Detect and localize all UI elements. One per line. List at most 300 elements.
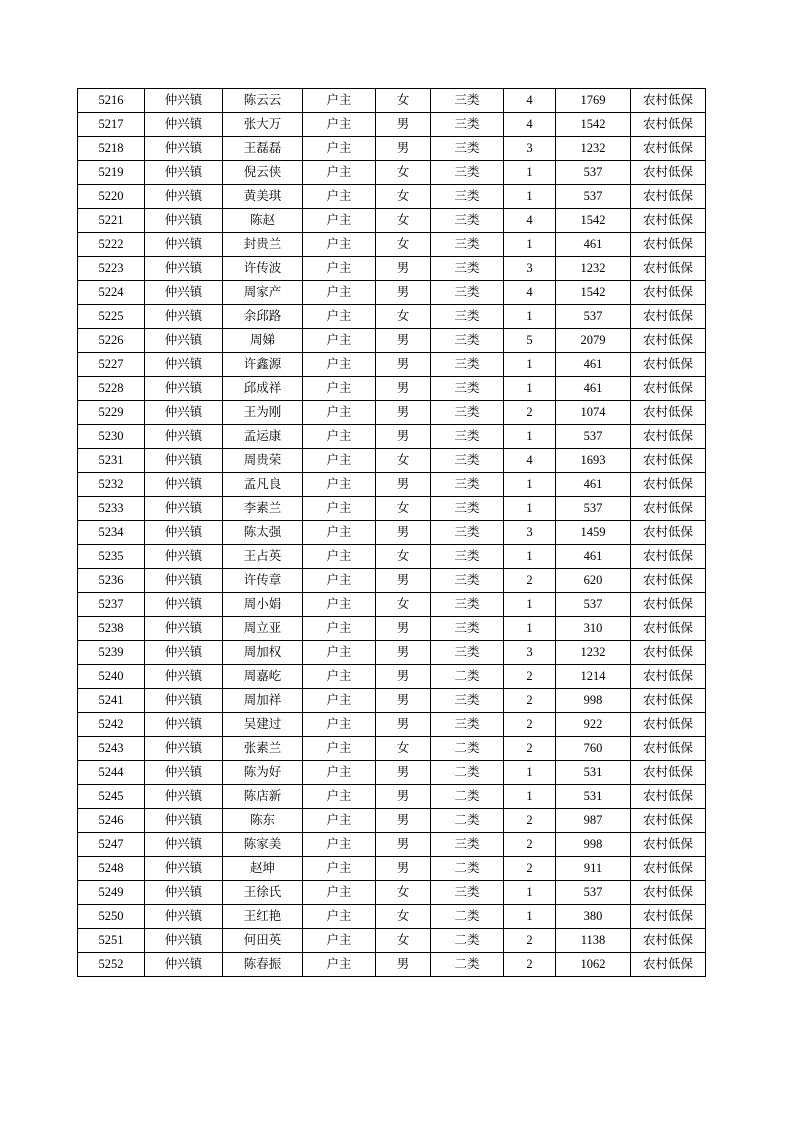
cell-id: 5224: [78, 281, 145, 305]
cell-id: 5241: [78, 689, 145, 713]
cell-id: 5235: [78, 545, 145, 569]
table-row: [78, 929, 706, 953]
cell-id: 5236: [78, 569, 145, 593]
table-row: [78, 449, 706, 473]
table-row: [78, 545, 706, 569]
cell-relation: 户主: [303, 641, 376, 665]
cell-relation: 户主: [303, 233, 376, 257]
cell-relation: 户主: [303, 545, 376, 569]
cell-gender: 女: [376, 497, 431, 521]
cell-relation: 户主: [303, 209, 376, 233]
cell-count: 4: [504, 449, 556, 473]
cell-category: 三类: [431, 161, 504, 185]
cell-gender: 男: [376, 377, 431, 401]
cell-id: 5223: [78, 257, 145, 281]
table-row: [78, 833, 706, 857]
cell-town: 仲兴镇: [145, 569, 223, 593]
cell-type: 农村低保: [631, 377, 706, 401]
cell-id: 5239: [78, 641, 145, 665]
cell-count: 3: [504, 521, 556, 545]
cell-category: 三类: [431, 881, 504, 905]
cell-amount: 461: [556, 233, 631, 257]
cell-type: 农村低保: [631, 521, 706, 545]
cell-amount: 1769: [556, 89, 631, 113]
table-row: [78, 641, 706, 665]
cell-category: 三类: [431, 497, 504, 521]
cell-amount: 1693: [556, 449, 631, 473]
cell-category: 三类: [431, 233, 504, 257]
cell-category: 二类: [431, 665, 504, 689]
cell-gender: 男: [376, 857, 431, 881]
cell-relation: 户主: [303, 953, 376, 977]
cell-id: 5250: [78, 905, 145, 929]
beneficiary-table-container: [77, 88, 705, 977]
cell-id: 5220: [78, 185, 145, 209]
cell-name: 周小娟: [223, 593, 303, 617]
cell-amount: 1138: [556, 929, 631, 953]
cell-town: 仲兴镇: [145, 641, 223, 665]
cell-id: 5219: [78, 161, 145, 185]
cell-category: 三类: [431, 689, 504, 713]
cell-relation: 户主: [303, 161, 376, 185]
cell-count: 1: [504, 593, 556, 617]
cell-relation: 户主: [303, 569, 376, 593]
cell-name: 陈家美: [223, 833, 303, 857]
cell-name: 王磊磊: [223, 137, 303, 161]
cell-type: 农村低保: [631, 689, 706, 713]
cell-amount: 1232: [556, 257, 631, 281]
cell-name: 王红艳: [223, 905, 303, 929]
cell-gender: 女: [376, 89, 431, 113]
cell-count: 1: [504, 233, 556, 257]
cell-amount: 537: [556, 881, 631, 905]
cell-amount: 1214: [556, 665, 631, 689]
cell-town: 仲兴镇: [145, 233, 223, 257]
cell-name: 倪云侠: [223, 161, 303, 185]
cell-type: 农村低保: [631, 233, 706, 257]
table-row: [78, 593, 706, 617]
cell-name: 孟运康: [223, 425, 303, 449]
cell-amount: 1074: [556, 401, 631, 425]
cell-category: 三类: [431, 329, 504, 353]
cell-count: 4: [504, 113, 556, 137]
cell-amount: 2079: [556, 329, 631, 353]
cell-id: 5230: [78, 425, 145, 449]
cell-id: 5217: [78, 113, 145, 137]
table-row: [78, 569, 706, 593]
cell-category: 二类: [431, 953, 504, 977]
table-body: [78, 89, 706, 977]
cell-count: 2: [504, 953, 556, 977]
cell-gender: 女: [376, 305, 431, 329]
cell-amount: 998: [556, 689, 631, 713]
cell-town: 仲兴镇: [145, 881, 223, 905]
cell-relation: 户主: [303, 857, 376, 881]
cell-name: 陈为好: [223, 761, 303, 785]
cell-type: 农村低保: [631, 473, 706, 497]
cell-amount: 537: [556, 161, 631, 185]
cell-relation: 户主: [303, 665, 376, 689]
cell-category: 三类: [431, 137, 504, 161]
cell-gender: 男: [376, 137, 431, 161]
cell-relation: 户主: [303, 353, 376, 377]
cell-category: 三类: [431, 473, 504, 497]
cell-town: 仲兴镇: [145, 161, 223, 185]
table-row: [78, 161, 706, 185]
cell-category: 二类: [431, 761, 504, 785]
cell-type: 农村低保: [631, 761, 706, 785]
cell-town: 仲兴镇: [145, 113, 223, 137]
cell-type: 农村低保: [631, 833, 706, 857]
cell-id: 5218: [78, 137, 145, 161]
cell-gender: 男: [376, 665, 431, 689]
cell-amount: 461: [556, 353, 631, 377]
cell-name: 何田英: [223, 929, 303, 953]
table-row: [78, 761, 706, 785]
cell-relation: 户主: [303, 593, 376, 617]
cell-id: 5245: [78, 785, 145, 809]
cell-amount: 531: [556, 785, 631, 809]
cell-type: 农村低保: [631, 281, 706, 305]
cell-count: 1: [504, 473, 556, 497]
table-row: [78, 905, 706, 929]
cell-amount: 461: [556, 473, 631, 497]
cell-town: 仲兴镇: [145, 713, 223, 737]
cell-gender: 男: [376, 953, 431, 977]
cell-type: 农村低保: [631, 953, 706, 977]
cell-type: 农村低保: [631, 929, 706, 953]
cell-town: 仲兴镇: [145, 449, 223, 473]
cell-amount: 620: [556, 569, 631, 593]
cell-name: 赵坤: [223, 857, 303, 881]
cell-category: 二类: [431, 737, 504, 761]
cell-gender: 男: [376, 113, 431, 137]
cell-relation: 户主: [303, 401, 376, 425]
cell-town: 仲兴镇: [145, 497, 223, 521]
cell-town: 仲兴镇: [145, 257, 223, 281]
cell-gender: 男: [376, 641, 431, 665]
cell-name: 周娣: [223, 329, 303, 353]
cell-id: 5234: [78, 521, 145, 545]
cell-category: 三类: [431, 713, 504, 737]
cell-amount: 998: [556, 833, 631, 857]
cell-town: 仲兴镇: [145, 377, 223, 401]
cell-gender: 男: [376, 401, 431, 425]
cell-amount: 1232: [556, 137, 631, 161]
cell-town: 仲兴镇: [145, 809, 223, 833]
cell-count: 1: [504, 545, 556, 569]
cell-category: 三类: [431, 449, 504, 473]
table-row: [78, 857, 706, 881]
cell-id: 5238: [78, 617, 145, 641]
cell-count: 3: [504, 137, 556, 161]
cell-type: 农村低保: [631, 257, 706, 281]
cell-name: 孟凡良: [223, 473, 303, 497]
table-row: [78, 473, 706, 497]
cell-count: 2: [504, 569, 556, 593]
cell-category: 三类: [431, 425, 504, 449]
cell-type: 农村低保: [631, 665, 706, 689]
cell-town: 仲兴镇: [145, 305, 223, 329]
cell-type: 农村低保: [631, 857, 706, 881]
table-row: [78, 521, 706, 545]
cell-name: 吴建过: [223, 713, 303, 737]
cell-amount: 310: [556, 617, 631, 641]
cell-amount: 461: [556, 377, 631, 401]
cell-amount: 537: [556, 497, 631, 521]
cell-town: 仲兴镇: [145, 89, 223, 113]
cell-count: 4: [504, 281, 556, 305]
cell-gender: 女: [376, 209, 431, 233]
cell-relation: 户主: [303, 185, 376, 209]
table-row: [78, 881, 706, 905]
cell-relation: 户主: [303, 473, 376, 497]
cell-relation: 户主: [303, 449, 376, 473]
cell-count: 1: [504, 497, 556, 521]
table-row: [78, 617, 706, 641]
cell-count: 1: [504, 425, 556, 449]
cell-count: 2: [504, 857, 556, 881]
cell-gender: 女: [376, 881, 431, 905]
cell-relation: 户主: [303, 329, 376, 353]
cell-count: 1: [504, 761, 556, 785]
cell-amount: 537: [556, 305, 631, 329]
cell-id: 5237: [78, 593, 145, 617]
cell-name: 周加祥: [223, 689, 303, 713]
cell-gender: 男: [376, 761, 431, 785]
table-row: [78, 89, 706, 113]
cell-relation: 户主: [303, 785, 376, 809]
cell-relation: 户主: [303, 737, 376, 761]
cell-type: 农村低保: [631, 497, 706, 521]
cell-type: 农村低保: [631, 401, 706, 425]
cell-town: 仲兴镇: [145, 209, 223, 233]
cell-relation: 户主: [303, 713, 376, 737]
cell-id: 5229: [78, 401, 145, 425]
cell-town: 仲兴镇: [145, 833, 223, 857]
cell-count: 1: [504, 353, 556, 377]
cell-count: 1: [504, 881, 556, 905]
cell-relation: 户主: [303, 497, 376, 521]
cell-amount: 922: [556, 713, 631, 737]
cell-amount: 537: [556, 185, 631, 209]
cell-type: 农村低保: [631, 353, 706, 377]
cell-type: 农村低保: [631, 641, 706, 665]
cell-amount: 760: [556, 737, 631, 761]
cell-category: 三类: [431, 305, 504, 329]
cell-count: 1: [504, 785, 556, 809]
cell-id: 5227: [78, 353, 145, 377]
table-row: [78, 785, 706, 809]
cell-town: 仲兴镇: [145, 593, 223, 617]
cell-count: 1: [504, 185, 556, 209]
cell-type: 农村低保: [631, 449, 706, 473]
cell-amount: 987: [556, 809, 631, 833]
cell-town: 仲兴镇: [145, 281, 223, 305]
cell-category: 三类: [431, 281, 504, 305]
cell-category: 二类: [431, 929, 504, 953]
cell-type: 农村低保: [631, 161, 706, 185]
cell-count: 3: [504, 257, 556, 281]
cell-count: 2: [504, 737, 556, 761]
cell-town: 仲兴镇: [145, 665, 223, 689]
table-row: [78, 809, 706, 833]
cell-count: 2: [504, 689, 556, 713]
table-row: [78, 377, 706, 401]
table-row: [78, 665, 706, 689]
cell-count: 1: [504, 905, 556, 929]
cell-count: 2: [504, 929, 556, 953]
cell-id: 5231: [78, 449, 145, 473]
cell-name: 封贵兰: [223, 233, 303, 257]
cell-name: 王为刚: [223, 401, 303, 425]
cell-amount: 537: [556, 593, 631, 617]
cell-category: 二类: [431, 785, 504, 809]
cell-count: 3: [504, 641, 556, 665]
cell-relation: 户主: [303, 881, 376, 905]
cell-town: 仲兴镇: [145, 353, 223, 377]
cell-type: 农村低保: [631, 209, 706, 233]
cell-id: 5249: [78, 881, 145, 905]
cell-type: 农村低保: [631, 881, 706, 905]
cell-town: 仲兴镇: [145, 425, 223, 449]
cell-name: 周加权: [223, 641, 303, 665]
cell-relation: 户主: [303, 929, 376, 953]
cell-category: 二类: [431, 809, 504, 833]
cell-type: 农村低保: [631, 113, 706, 137]
cell-town: 仲兴镇: [145, 185, 223, 209]
cell-gender: 男: [376, 353, 431, 377]
cell-category: 三类: [431, 353, 504, 377]
cell-town: 仲兴镇: [145, 401, 223, 425]
cell-type: 农村低保: [631, 137, 706, 161]
cell-relation: 户主: [303, 137, 376, 161]
cell-relation: 户主: [303, 281, 376, 305]
cell-category: 三类: [431, 185, 504, 209]
cell-town: 仲兴镇: [145, 785, 223, 809]
cell-name: 陈东: [223, 809, 303, 833]
cell-gender: 男: [376, 713, 431, 737]
cell-gender: 男: [376, 473, 431, 497]
cell-town: 仲兴镇: [145, 521, 223, 545]
cell-town: 仲兴镇: [145, 689, 223, 713]
cell-name: 黄美琪: [223, 185, 303, 209]
cell-relation: 户主: [303, 89, 376, 113]
cell-name: 周立亚: [223, 617, 303, 641]
cell-count: 2: [504, 713, 556, 737]
cell-gender: 男: [376, 329, 431, 353]
cell-relation: 户主: [303, 305, 376, 329]
cell-count: 2: [504, 809, 556, 833]
cell-type: 农村低保: [631, 185, 706, 209]
cell-name: 陈云云: [223, 89, 303, 113]
beneficiary-table: [77, 88, 706, 977]
cell-name: 周家产: [223, 281, 303, 305]
cell-count: 1: [504, 377, 556, 401]
cell-relation: 户主: [303, 761, 376, 785]
cell-name: 陈赵: [223, 209, 303, 233]
cell-id: 5222: [78, 233, 145, 257]
table-row: [78, 497, 706, 521]
cell-amount: 531: [556, 761, 631, 785]
cell-gender: 女: [376, 737, 431, 761]
cell-relation: 户主: [303, 425, 376, 449]
cell-amount: 1459: [556, 521, 631, 545]
cell-id: 5244: [78, 761, 145, 785]
cell-name: 陈店新: [223, 785, 303, 809]
cell-name: 许传章: [223, 569, 303, 593]
cell-name: 周嘉屹: [223, 665, 303, 689]
cell-count: 4: [504, 209, 556, 233]
cell-town: 仲兴镇: [145, 857, 223, 881]
cell-type: 农村低保: [631, 329, 706, 353]
cell-id: 5226: [78, 329, 145, 353]
cell-town: 仲兴镇: [145, 905, 223, 929]
table-row: [78, 329, 706, 353]
cell-name: 邱成祥: [223, 377, 303, 401]
cell-gender: 女: [376, 593, 431, 617]
cell-type: 农村低保: [631, 545, 706, 569]
cell-amount: 537: [556, 425, 631, 449]
cell-gender: 男: [376, 569, 431, 593]
cell-amount: 1542: [556, 281, 631, 305]
cell-amount: 380: [556, 905, 631, 929]
cell-type: 农村低保: [631, 305, 706, 329]
cell-category: 三类: [431, 89, 504, 113]
cell-type: 农村低保: [631, 713, 706, 737]
table-row: [78, 113, 706, 137]
cell-name: 王占英: [223, 545, 303, 569]
cell-gender: 男: [376, 617, 431, 641]
cell-name: 许传波: [223, 257, 303, 281]
table-row: [78, 137, 706, 161]
cell-gender: 女: [376, 929, 431, 953]
table-row: [78, 281, 706, 305]
table-row: [78, 425, 706, 449]
cell-relation: 户主: [303, 833, 376, 857]
cell-relation: 户主: [303, 257, 376, 281]
table-row: [78, 353, 706, 377]
table-row: [78, 713, 706, 737]
cell-relation: 户主: [303, 377, 376, 401]
cell-town: 仲兴镇: [145, 137, 223, 161]
cell-id: 5216: [78, 89, 145, 113]
cell-category: 三类: [431, 593, 504, 617]
cell-town: 仲兴镇: [145, 737, 223, 761]
cell-type: 农村低保: [631, 785, 706, 809]
cell-category: 三类: [431, 641, 504, 665]
table-row: [78, 185, 706, 209]
cell-count: 2: [504, 833, 556, 857]
cell-relation: 户主: [303, 113, 376, 137]
cell-id: 5252: [78, 953, 145, 977]
table-row: [78, 233, 706, 257]
cell-category: 三类: [431, 113, 504, 137]
cell-town: 仲兴镇: [145, 545, 223, 569]
cell-gender: 男: [376, 833, 431, 857]
cell-type: 农村低保: [631, 905, 706, 929]
cell-id: 5233: [78, 497, 145, 521]
cell-count: 4: [504, 89, 556, 113]
cell-category: 三类: [431, 617, 504, 641]
cell-name: 陈春振: [223, 953, 303, 977]
cell-amount: 1542: [556, 209, 631, 233]
cell-category: 三类: [431, 521, 504, 545]
cell-gender: 男: [376, 809, 431, 833]
cell-amount: 461: [556, 545, 631, 569]
table-row: [78, 401, 706, 425]
cell-gender: 男: [376, 425, 431, 449]
